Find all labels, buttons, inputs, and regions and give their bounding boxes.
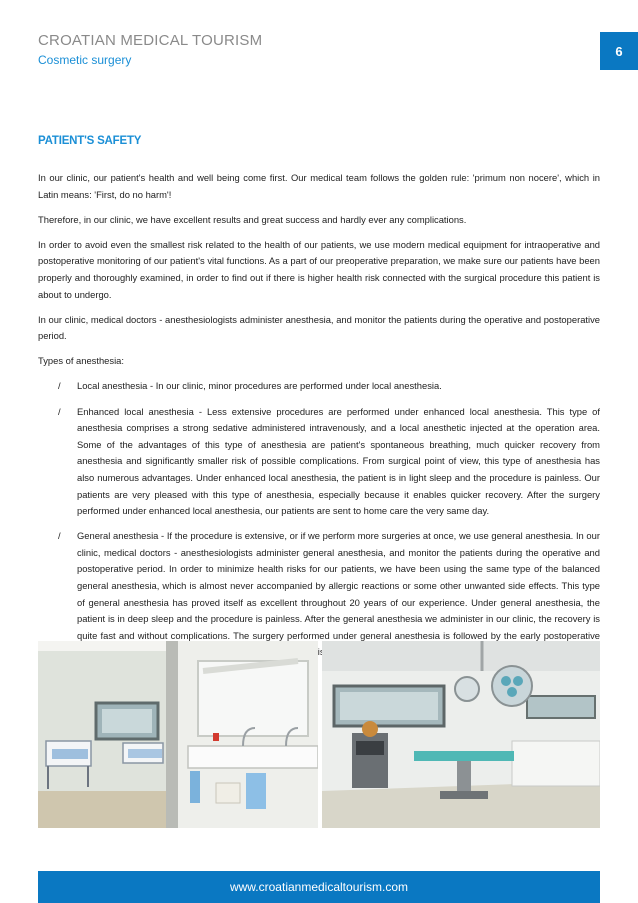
list-marker: / [58, 380, 61, 392]
paragraph: In our clinic, medical doctors - anesthesiologists administer anesthesia, and monitor the patients during the operative and postoperative period. [38, 313, 600, 342]
recovery-room-photo [38, 641, 318, 828]
list-item-text: Local anesthesia - In our clinic, minor procedures are performed under local anesthesia. [77, 380, 442, 392]
list-item-text: Enhanced local anesthesia - Less extensive procedures are performed under enhanced local anesthesia. This type of anesthesia comprises a strong sedative administered intravenously, and a local anesthetic injected at the operation area. Some of the advantages of this type of anesthesia are patient's spontaneous breathing, much quicker recovery from anesthesia and significantly smaller risk of possible complications. From surgical point of view, this type of anesthesia has also numerous advantages. Under enhanced local anesthesia, the patient is in light sleep and the procedure is painless. Our patients are very pleased with this type of anesthesia, especially because it enables quicker recovery. After the surgery performed under enhanced local anesthesia, our patients are sent to home care the very same day. [77, 405, 600, 517]
list-item [38, 378, 600, 395]
header-subtitle: Cosmetic surgery [38, 53, 132, 67]
section-title: PATIENT'S SAFETY [38, 135, 142, 147]
body-text [38, 170, 600, 669]
paragraph: Types of anesthesia: [38, 355, 124, 367]
list-marker: / [58, 405, 61, 417]
paragraph: In our clinic, our patient's health and well being come first. Our medical team follows the golden rule: 'primum non nocere', which in Latin means: 'First, do no harm'! [38, 172, 600, 200]
paragraph: Therefore, in our clinic, we have excellent results and great success and hardly ever any complications. [38, 213, 467, 225]
list-item [38, 404, 600, 520]
anesthesia-types-list [38, 378, 600, 661]
footer-bar [38, 871, 600, 903]
website-link[interactable]: www.croatianmedicaltourism.com [229, 880, 409, 894]
page-number-badge: 6 [600, 32, 638, 70]
list-item-text: General anesthesia - If the procedure is extensive, or if we perform more surgeries at once, we use general anesthesia. In our clinic, medical doctors - anesthesiologists administer general anesthesia, and monitor the patients during the operative and postoperative period. In order to minimize health risks for our patients, we have been using the same type of the balanced general anesthesia, which is almost never accompanied by allergic reactions or some other unwanted side effects. This type of general anesthesia has proved itself as excellent throughout 20 years of our experience. Under general anesthesia, the patient is in deep sleep and the procedure is painless. After the general anesthesia we administer in our clinic, the recovery is quite fast and without complications. The surgery performed under general anesthesia is followed by the early postoperative [77, 530, 600, 641]
list-marker: / [58, 530, 61, 542]
paragraph: In order to avoid even the smallest risk related to the health of our patients, we use modern medical equipment for intraoperative and postoperative monitoring of our patient's vital functions. As a part of our preoperative preparation, we make sure our patients have been properly and thoroughly examined, in order to find out if there is higher health risk connected with the surgical procedure this patient is about to undergo. [38, 238, 600, 300]
operating-room-photo [322, 641, 600, 828]
header-title: CROATIAN MEDICAL TOURISM [38, 32, 263, 49]
